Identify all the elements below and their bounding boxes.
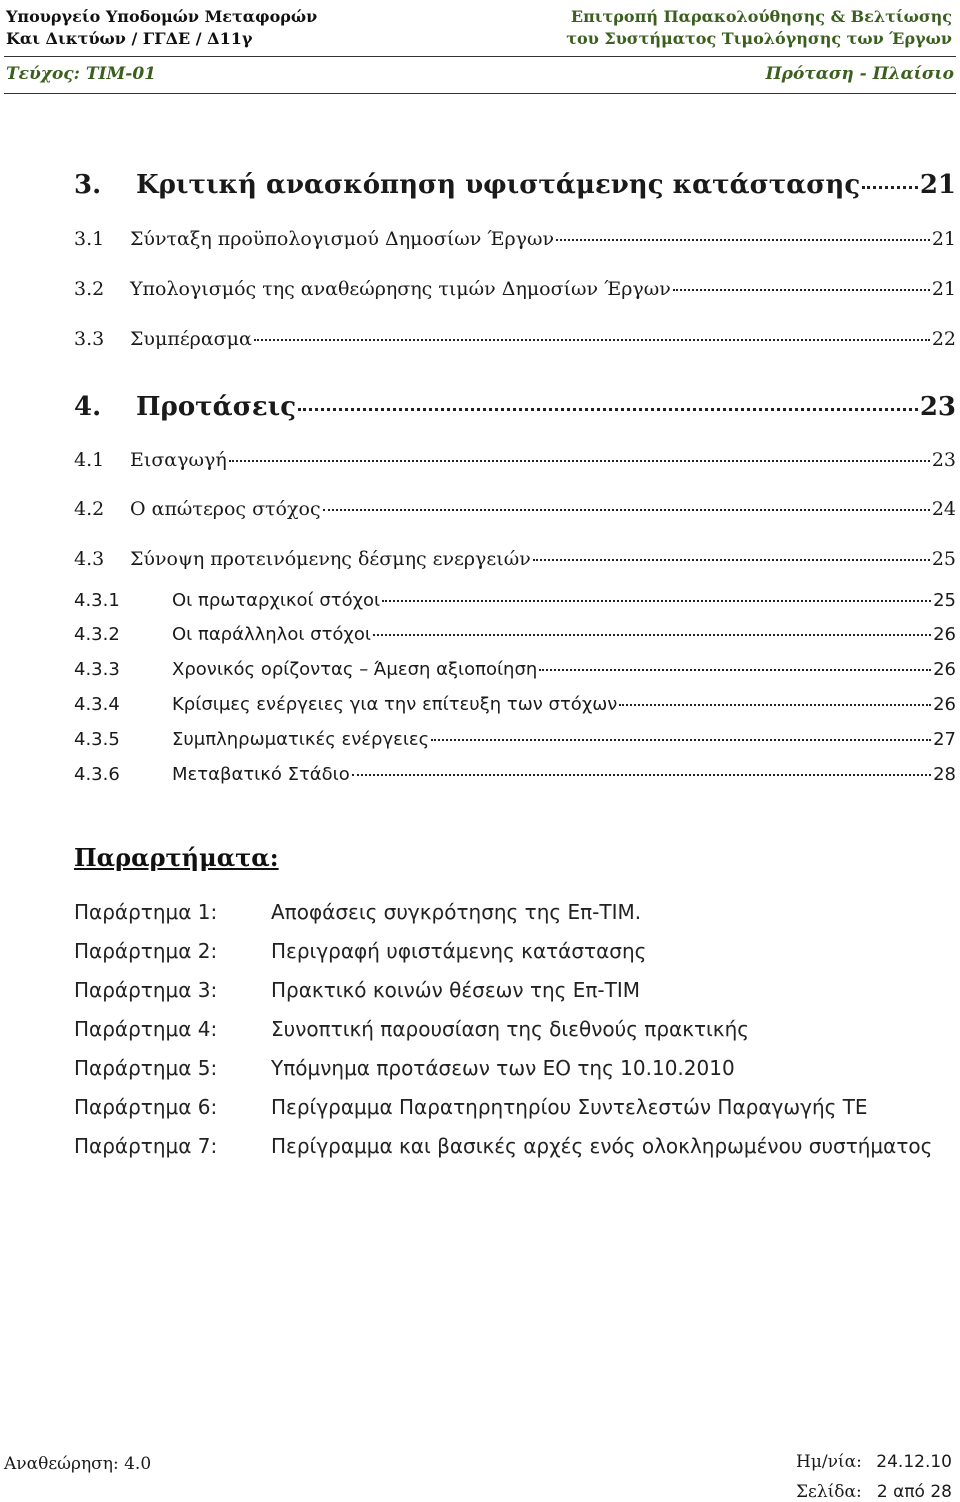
toc-leader <box>254 339 930 341</box>
toc-entry[interactable] <box>74 548 956 570</box>
appendix-text: Περιγραφή υφιστάμενης κατάστασης <box>271 939 647 963</box>
toc-page: 26 <box>933 624 956 645</box>
toc-page: 23 <box>919 392 956 422</box>
toc-number: 4. <box>74 392 102 422</box>
header-committee <box>566 6 952 50</box>
appendix-item <box>74 1095 868 1119</box>
toc-page: 25 <box>933 590 956 611</box>
toc-entry[interactable] <box>74 392 956 422</box>
toc-page: 28 <box>933 764 956 785</box>
appendix-label: Παράρτημα 7: <box>74 1134 218 1158</box>
toc-leader <box>862 186 918 189</box>
toc-entry[interactable] <box>74 498 956 520</box>
toc-page: 26 <box>933 694 956 715</box>
header-bar <box>4 56 956 94</box>
toc-entry[interactable] <box>74 694 956 715</box>
toc-page: 21 <box>919 170 956 200</box>
toc-entry[interactable] <box>74 659 956 680</box>
toc-leader <box>431 739 931 741</box>
toc-title: Μεταβατικό Στάδιο <box>172 764 350 785</box>
toc-title: Σύνοψη προτεινόμενης δέσμης ενεργειών <box>130 548 531 570</box>
toc-number: 4.2 <box>74 498 105 520</box>
toc-entry[interactable] <box>74 328 956 350</box>
toc-entry[interactable] <box>74 729 956 750</box>
toc-entry[interactable] <box>74 170 956 200</box>
toc-number: 4.3.3 <box>74 659 120 680</box>
toc-title: Κριτική ανασκόπηση υφιστάμενης κατάστασης <box>136 170 861 200</box>
toc-number: 3.3 <box>74 328 105 350</box>
toc-title: Σύνταξη προϋπολογισμού Δημοσίων Έργων <box>130 228 555 250</box>
issue-label: Τεύχος: ΤΙΜ-01 <box>6 64 156 84</box>
appendix-item <box>74 1134 932 1158</box>
appendix-item <box>74 1017 749 1041</box>
toc-page: 23 <box>931 449 956 471</box>
appendix-label: Παράρτημα 1: <box>74 900 218 924</box>
toc-number: 4.1 <box>74 449 105 471</box>
toc-leader <box>323 509 930 511</box>
appendix-label: Παράρτημα 2: <box>74 939 218 963</box>
toc-page: 27 <box>933 729 956 750</box>
toc-title: Συμπέρασμα <box>130 328 252 350</box>
toc-title: Υπολογισμός της αναθεώρησης τιμών Δημοσίων Έργων <box>130 278 671 300</box>
appendix-item <box>74 1056 735 1080</box>
toc-entry[interactable] <box>74 449 956 471</box>
appendices-heading: Παραρτήματα: <box>74 843 279 872</box>
toc-page: 22 <box>931 328 956 350</box>
appendix-text: Συνοπτική παρουσίαση της διεθνούς πρακτικής <box>271 1017 750 1041</box>
appendix-label: Παράρτημα 5: <box>74 1056 218 1080</box>
document-kind: Πρόταση - Πλαίσιο <box>765 64 954 84</box>
appendix-text: Υπόμνημα προτάσεων των ΕΟ της 10.10.2010 <box>271 1056 735 1080</box>
toc-number: 4.3.2 <box>74 624 120 645</box>
toc-leader <box>298 408 918 411</box>
toc-number: 3.1 <box>74 228 105 250</box>
toc-number: 4.3.5 <box>74 729 120 750</box>
revision-label: Αναθεώρηση: 4.0 <box>4 1454 152 1474</box>
toc-page: 21 <box>931 278 956 300</box>
header-ministry-line2: Και Δικτύων / ΓΓΔΕ / Δ11γ <box>6 29 253 48</box>
toc-number: 3. <box>74 170 102 200</box>
toc-number: 4.3.6 <box>74 764 120 785</box>
toc-leader <box>619 704 931 706</box>
toc-leader <box>533 559 930 561</box>
toc-leader <box>382 600 931 602</box>
toc-title: Εισαγωγή <box>130 449 227 471</box>
toc-page: 25 <box>931 548 956 570</box>
toc-entry[interactable] <box>74 590 956 611</box>
header-committee-line2: του Συστήματος Τιμολόγησης των Έργων <box>566 29 952 48</box>
toc-number: 4.3.4 <box>74 694 120 715</box>
toc-page: 24 <box>931 498 956 520</box>
toc-leader <box>352 774 931 776</box>
appendix-item <box>74 978 640 1002</box>
toc-title: Προτάσεις <box>136 392 297 422</box>
toc-leader <box>229 460 930 462</box>
appendix-text: Αποφάσεις συγκρότησης της Επ-ΤΙΜ. <box>271 900 642 924</box>
toc-leader <box>556 239 930 241</box>
toc-page: 21 <box>931 228 956 250</box>
toc-title: Ο απώτερος στόχος <box>130 498 321 520</box>
toc-entry[interactable] <box>74 228 956 250</box>
toc-entry[interactable] <box>74 278 956 300</box>
toc-leader <box>373 634 931 636</box>
toc-leader <box>539 669 931 671</box>
header-ministry <box>6 6 317 50</box>
page-value: 2 από 28 <box>876 1482 952 1502</box>
toc-entry[interactable] <box>74 624 956 645</box>
toc-number: 3.2 <box>74 278 105 300</box>
appendix-label: Παράρτημα 3: <box>74 978 218 1002</box>
toc-number: 4.3 <box>74 548 105 570</box>
toc-title: Οι παράλληλοι στόχοι <box>172 624 371 645</box>
toc-title: Οι πρωταρχικοί στόχοι <box>172 590 381 611</box>
appendix-label: Παράρτημα 4: <box>74 1017 218 1041</box>
appendix-label: Παράρτημα 6: <box>74 1095 218 1119</box>
appendix-text: Πρακτικό κοινών θέσεων της Επ-ΤΙΜ <box>271 978 641 1002</box>
page-label: Σελίδα: <box>796 1482 862 1502</box>
toc-title: Κρίσιμες ενέργειες για την επίτευξη των στόχων <box>172 694 618 715</box>
date-value: 24.12.10 <box>876 1452 952 1472</box>
appendix-item <box>74 939 646 963</box>
header-ministry-line1: Υπουργείο Υποδομών Μεταφορών <box>6 7 318 26</box>
toc-number: 4.3.1 <box>74 590 120 611</box>
appendix-text: Περίγραμμα και βασικές αρχές ενός ολοκληρωμένου συστήματος <box>271 1134 933 1158</box>
toc-entry[interactable] <box>74 764 956 785</box>
appendix-text: Περίγραμμα Παρατηρητηρίου Συντελεστών Παραγωγής ΤΕ <box>271 1095 868 1119</box>
toc-page: 26 <box>933 659 956 680</box>
toc-leader <box>673 289 930 291</box>
appendix-item <box>74 900 641 924</box>
date-label: Ημ/νία: <box>796 1452 862 1472</box>
header-committee-line1: Επιτροπή Παρακολούθησης & Βελτίωσης <box>570 7 952 26</box>
toc-title: Συμπληρωματικές ενέργειες <box>172 729 430 750</box>
toc-title: Χρονικός ορίζοντας – Άμεση αξιοποίηση <box>172 659 538 680</box>
